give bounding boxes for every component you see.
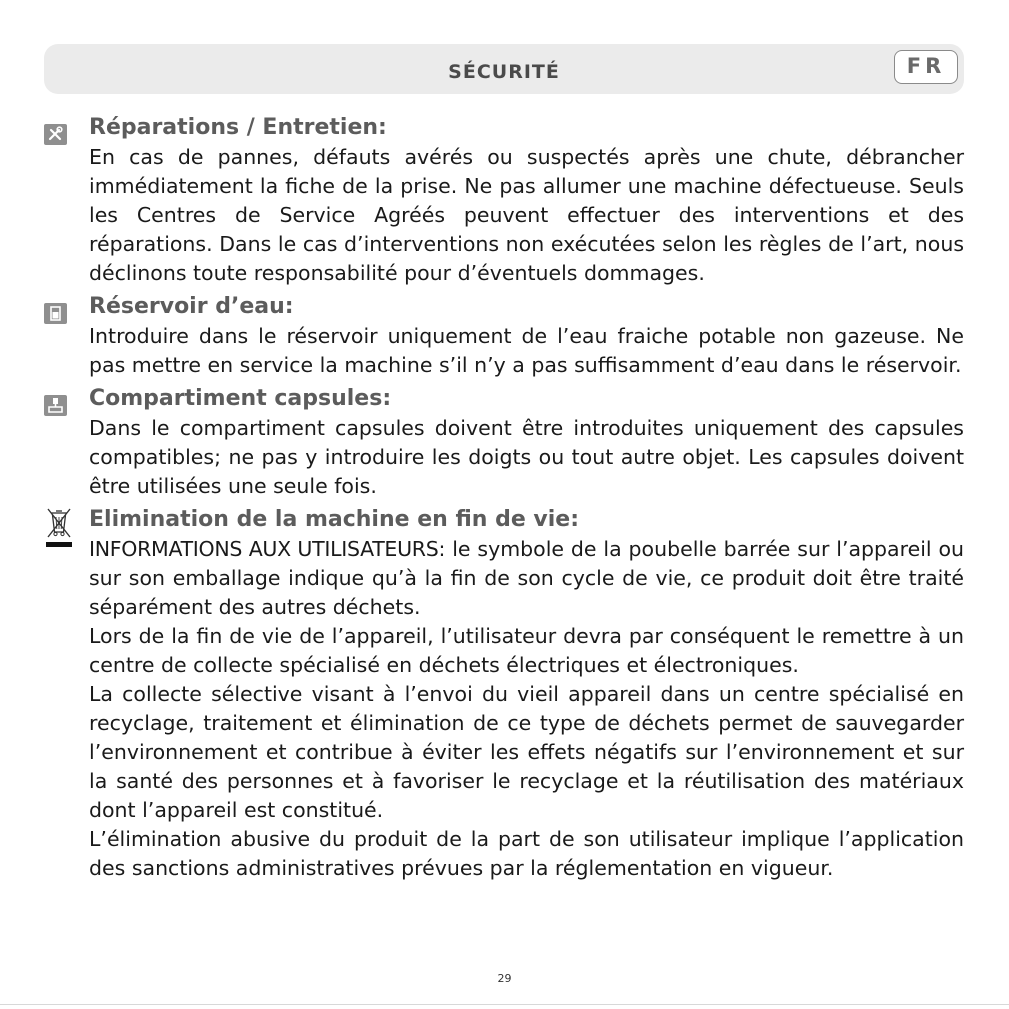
page-title: SÉCURITÉ — [448, 61, 560, 83]
tools-icon — [44, 124, 67, 145]
section-paragraph: La collecte sélective visant à l’envoi du vieil appareil dans un centre spécialisé en recyclage, traitement et élimination de ce type de déchets permet de sauvegarder l’environnement et contribue à éviter les effets négatifs sur l’environnement et sur la santé des personnes et à favoriser le recyclage et la réutilisation des matériaux dont l’appareil est constitué. — [89, 682, 964, 822]
section-header-bar — [44, 44, 964, 94]
section-heading: Réparations / Entretien: — [89, 115, 387, 140]
section-paragraph: Dans le compartiment capsules doivent être introduites uniquement des capsules compatibles; ne pas y introduire les doigts ou tout autre objet. Les capsules doivent être utilisées une seule fois. — [89, 416, 964, 498]
section-paragraph-lead — [89, 535, 964, 622]
section-heading: Compartiment capsules: — [89, 386, 392, 411]
document-body — [0, 112, 1009, 883]
crossed-bin-icon — [44, 506, 74, 552]
section-disposal — [0, 504, 1009, 883]
capsule-compartment-icon — [44, 395, 67, 416]
section-paragraph: Introduire dans le réservoir uniquement de l’eau fraiche potable non gazeuse. Ne pas mettre en service la machine s’il n’y a pas suffisamment d’eau dans le réservoir. — [89, 324, 964, 377]
section-paragraph: L’élimination abusive du produit de la part de son utilisateur implique l’application des sanctions administratives prévues par la réglementation en vigueur. — [89, 827, 964, 880]
water-tank-icon — [44, 303, 67, 324]
section-water-tank — [0, 291, 1009, 380]
lead-uppercase-text: INFORMATIONS AUX UTILISATEURS — [89, 537, 439, 561]
lead-rest-text: : le symbole de la poubelle barrée sur l’appareil ou sur son emballage indique qu’à la fin de son cycle de vie, ce produit doit être traité séparément des autres déchets. — [89, 537, 964, 619]
page-number: 29 — [497, 972, 512, 985]
section-heading: Elimination de la machine en fin de vie: — [89, 507, 580, 532]
section-heading: Réservoir d’eau: — [89, 294, 294, 319]
language-badge: FR — [894, 50, 958, 84]
section-paragraph: En cas de pannes, défauts avérés ou suspectés après une chute, débrancher immédiatement la fiche de la prise. Ne pas allumer une machine défectueuse. Seuls les Centres de Service Agréés peuvent effectuer des interventions et des réparations. Dans le cas d’interventions non exécutées selon les règles de l’art, nous déclinons toute responsabilité pour d’éventuels dommages. — [89, 145, 964, 285]
page-bottom-divider — [0, 1004, 1009, 1005]
section-capsules — [0, 383, 1009, 501]
section-repairs — [0, 112, 1009, 288]
section-paragraph: Lors de la fin de vie de l’appareil, l’utilisateur devra par conséquent le remettre à un centre de collecte spécialisé en déchets électriques et électroniques. — [89, 624, 964, 677]
